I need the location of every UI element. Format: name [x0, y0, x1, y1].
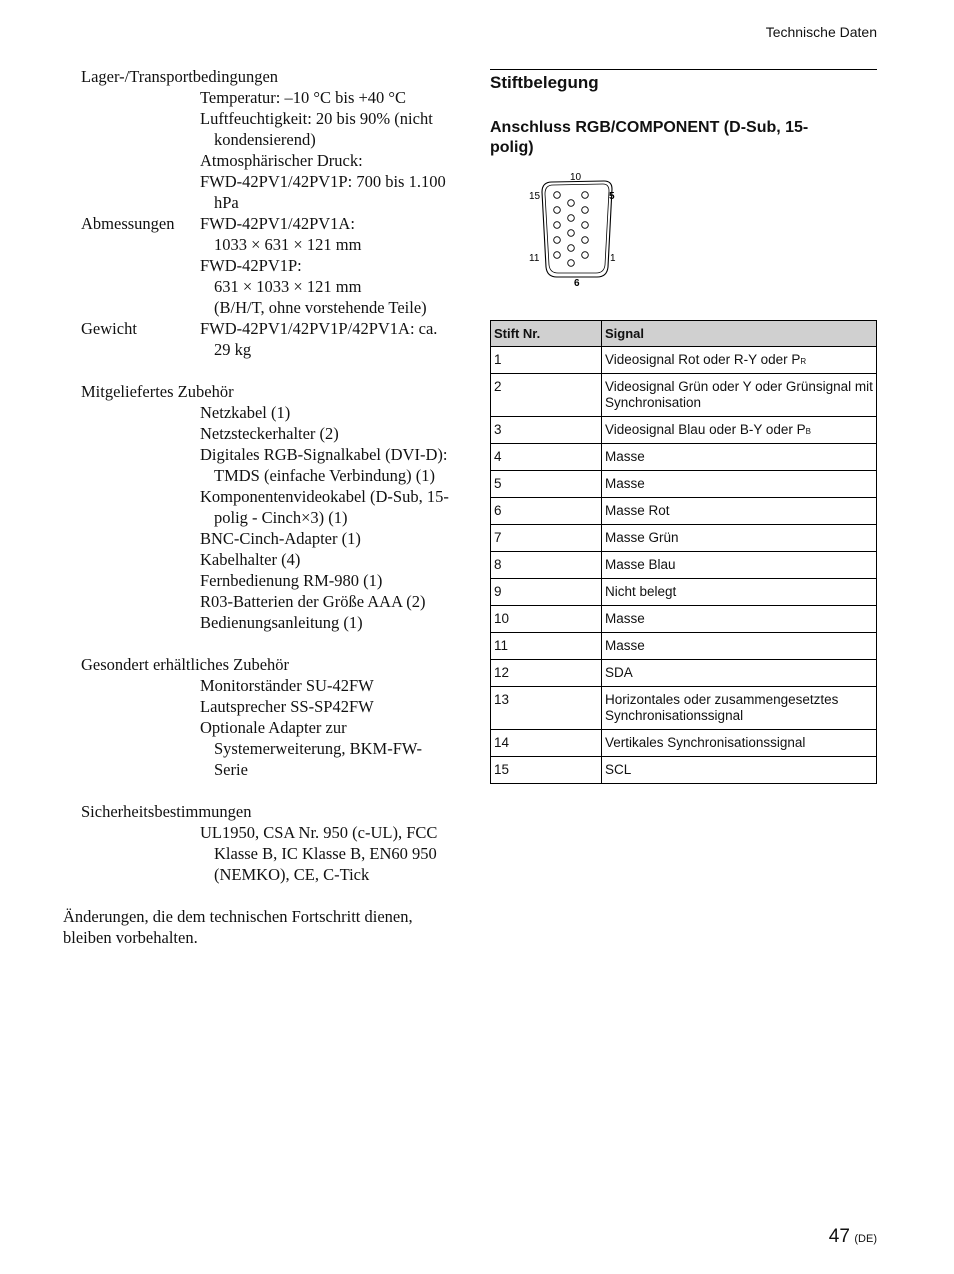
pin-hole: [582, 207, 589, 214]
safety-regulations: [63, 801, 453, 885]
signal-text: Masse Blau: [605, 557, 676, 572]
pin-number-cell: 3: [491, 417, 602, 444]
storage-value: Temperatur: –10 °C bis +40 °C: [200, 88, 407, 107]
table-row: [491, 730, 877, 757]
pin-hole: [582, 192, 589, 199]
table-row: [491, 374, 877, 417]
signal-text: Masse Grün: [605, 530, 679, 545]
accessory-item: Digitales RGB-Signalkabel (DVI-D): TMDS (einfache Verbindung) (1): [200, 445, 448, 485]
supplied-accessories-heading: Mitgeliefertes Zubehör: [81, 382, 234, 401]
table-header-signal: Signal: [602, 321, 877, 347]
dsub-connector-diagram: [526, 173, 636, 293]
dimensions-label: Abmessungen: [81, 214, 175, 233]
signal-cell: [602, 579, 877, 606]
pin-number-cell: 10: [491, 606, 602, 633]
pin-label-left-top: 15: [529, 191, 541, 202]
pin-number-cell: 2: [491, 374, 602, 417]
accessory-item: Komponentenvideokabel (D-Sub, 15-polig - Cinch×3) (1): [200, 487, 449, 527]
signal-subscript: R: [800, 357, 807, 366]
pin-holes: [554, 192, 589, 267]
pin-number-cell: 1: [491, 347, 602, 374]
pin-label-right-bottom: 1: [610, 253, 616, 264]
pin-hole: [554, 207, 561, 214]
accessory-item: Kabelhalter (4): [200, 550, 301, 569]
optional-item: Lautsprecher SS-SP42FW: [200, 697, 374, 716]
dimensions-value: 631 × 1033 × 121 mm: [214, 277, 362, 296]
signal-text: SDA: [605, 665, 633, 680]
table-row: [491, 552, 877, 579]
accessory-item: Netzsteckerhalter (2): [200, 424, 339, 443]
weight-spec: [63, 318, 453, 360]
accessory-item: Netzkabel (1): [200, 403, 291, 422]
table-row: [491, 633, 877, 660]
signal-text: Masse: [605, 638, 645, 653]
dimensions-value: FWD-42PV1/42PV1A:: [200, 214, 355, 233]
pin-assignment-column: [490, 69, 877, 777]
signal-cell: [602, 660, 877, 687]
accessory-item: BNC-Cinch-Adapter (1): [200, 529, 361, 548]
table-row: [491, 525, 877, 552]
signal-text: Horizontales oder zusammengesetztes Synchronisationssignal: [605, 692, 839, 723]
pin-hole: [568, 260, 575, 267]
signal-cell: [602, 525, 877, 552]
signal-cell: [602, 374, 877, 417]
dimensions-value: (B/H/T, ohne vorstehende Teile): [214, 298, 427, 317]
pin-label-top: 10: [570, 173, 582, 183]
optional-accessories-heading: Gesondert erhältliches Zubehör: [81, 655, 290, 674]
pin-number-cell: 7: [491, 525, 602, 552]
pin-hole: [568, 215, 575, 222]
table-row: [491, 471, 877, 498]
pin-hole: [582, 252, 589, 259]
pin-number-cell: 6: [491, 498, 602, 525]
accessory-item: R03-Batterien der Größe AAA (2): [200, 592, 426, 611]
storage-value: Atmosphärischer Druck:: [200, 151, 363, 170]
storage-value: FWD-42PV1/42PV1P: 700 bis 1.100 hPa: [200, 172, 446, 212]
signal-cell: [602, 687, 877, 730]
change-note: Änderungen, die dem technischen Fortschritt dienen, bleiben vorbehalten.: [63, 907, 413, 947]
page-number: [829, 1226, 877, 1248]
table-row: [491, 606, 877, 633]
specifications-column: [63, 66, 453, 948]
pin-number-cell: 11: [491, 633, 602, 660]
pin-label-right-top: 5: [609, 191, 615, 202]
table-row: [491, 687, 877, 730]
optional-item: Monitorständer SU-42FW: [200, 676, 374, 695]
pin-hole: [554, 192, 561, 199]
pin-hole: [568, 230, 575, 237]
pin-hole: [568, 245, 575, 252]
table-row: [491, 498, 877, 525]
pin-hole: [554, 252, 561, 259]
weight-value: FWD-42PV1/42PV1P/42PV1A: ca. 29 kg: [200, 319, 438, 359]
table-row: [491, 757, 877, 784]
table-header-pin: Stift Nr.: [491, 321, 602, 347]
signal-text: Videosignal Blau oder B-Y oder P: [605, 422, 806, 437]
storage-conditions: [63, 66, 453, 213]
signal-cell: [602, 606, 877, 633]
running-header: Technische Daten: [765, 24, 877, 40]
signal-cell: [602, 444, 877, 471]
signal-text: Masse: [605, 611, 645, 626]
signal-text: Videosignal Rot oder R-Y oder P: [605, 352, 801, 367]
pin-hole: [568, 200, 575, 207]
table-row: [491, 660, 877, 687]
pin-number-cell: 9: [491, 579, 602, 606]
weight-label: Gewicht: [81, 319, 137, 338]
pin-hole: [582, 222, 589, 229]
signal-text: SCL: [605, 762, 632, 777]
pin-number-cell: 13: [491, 687, 602, 730]
safety-value: UL1950, CSA Nr. 950 (c-UL), FCC Klasse B, IC Klasse B, EN60 950 (NEMKO), CE, C-Tick: [200, 823, 438, 884]
dimensions-spec: [63, 213, 453, 318]
subsection-title: Anschluss RGB/COMPONENT (D-Sub, 15-polig): [490, 119, 809, 156]
storage-value: Luftfeuchtigkeit: 20 bis 90% (nicht kondensierend): [200, 109, 433, 149]
pin-label-left-bottom: 11: [529, 253, 540, 264]
signal-cell: [602, 730, 877, 757]
optional-accessories: [63, 654, 453, 780]
table-row: [491, 579, 877, 606]
accessory-item: Bedienungsanleitung (1): [200, 613, 363, 632]
signal-cell: [602, 633, 877, 660]
dimensions-value: 1033 × 631 × 121 mm: [214, 235, 362, 254]
page-number-value: 47: [828, 1226, 850, 1247]
accessory-item: Fernbedienung RM-980 (1): [200, 571, 383, 590]
table-row: [491, 417, 877, 444]
pin-hole: [582, 237, 589, 244]
pin-number-cell: 12: [491, 660, 602, 687]
signal-cell: [602, 347, 877, 374]
signal-cell: [602, 498, 877, 525]
signal-text: Vertikales Synchronisationssignal: [605, 735, 806, 750]
signal-cell: [602, 757, 877, 784]
pin-hole: [554, 222, 561, 229]
optional-item: Optionale Adapter zur Systemerweiterung, BKM-FW-Serie: [200, 718, 423, 779]
pin-number-cell: 5: [491, 471, 602, 498]
signal-text: Nicht belegt: [605, 584, 677, 599]
table-row: [491, 347, 877, 374]
pin-number-cell: 14: [491, 730, 602, 757]
dimensions-value: FWD-42PV1P:: [200, 256, 302, 275]
pin-number-cell: 8: [491, 552, 602, 579]
signal-text: Masse: [605, 449, 645, 464]
signal-subscript: B: [805, 427, 811, 436]
signal-cell: [602, 552, 877, 579]
signal-text: Masse Rot: [605, 503, 670, 518]
safety-regulations-heading: Sicherheitsbestimmungen: [81, 802, 252, 821]
section-title: Stiftbelegung: [490, 69, 877, 93]
signal-cell: [602, 471, 877, 498]
pin-number-cell: 15: [491, 757, 602, 784]
pin-hole: [554, 237, 561, 244]
page-language: (DE): [854, 1233, 877, 1245]
supplied-accessories: [63, 381, 453, 633]
storage-conditions-heading: Lager-/Transportbedingungen: [81, 67, 279, 86]
signal-text: Masse: [605, 476, 645, 491]
pin-number-cell: 4: [491, 444, 602, 471]
pin-assignment-table: [490, 320, 877, 784]
pin-label-bottom: 6: [574, 278, 580, 289]
table-row: [491, 444, 877, 471]
signal-text: Videosignal Grün oder Y oder Grünsignal mit Synchronisation: [605, 379, 873, 410]
connector-outline: [542, 181, 612, 277]
signal-cell: [602, 417, 877, 444]
